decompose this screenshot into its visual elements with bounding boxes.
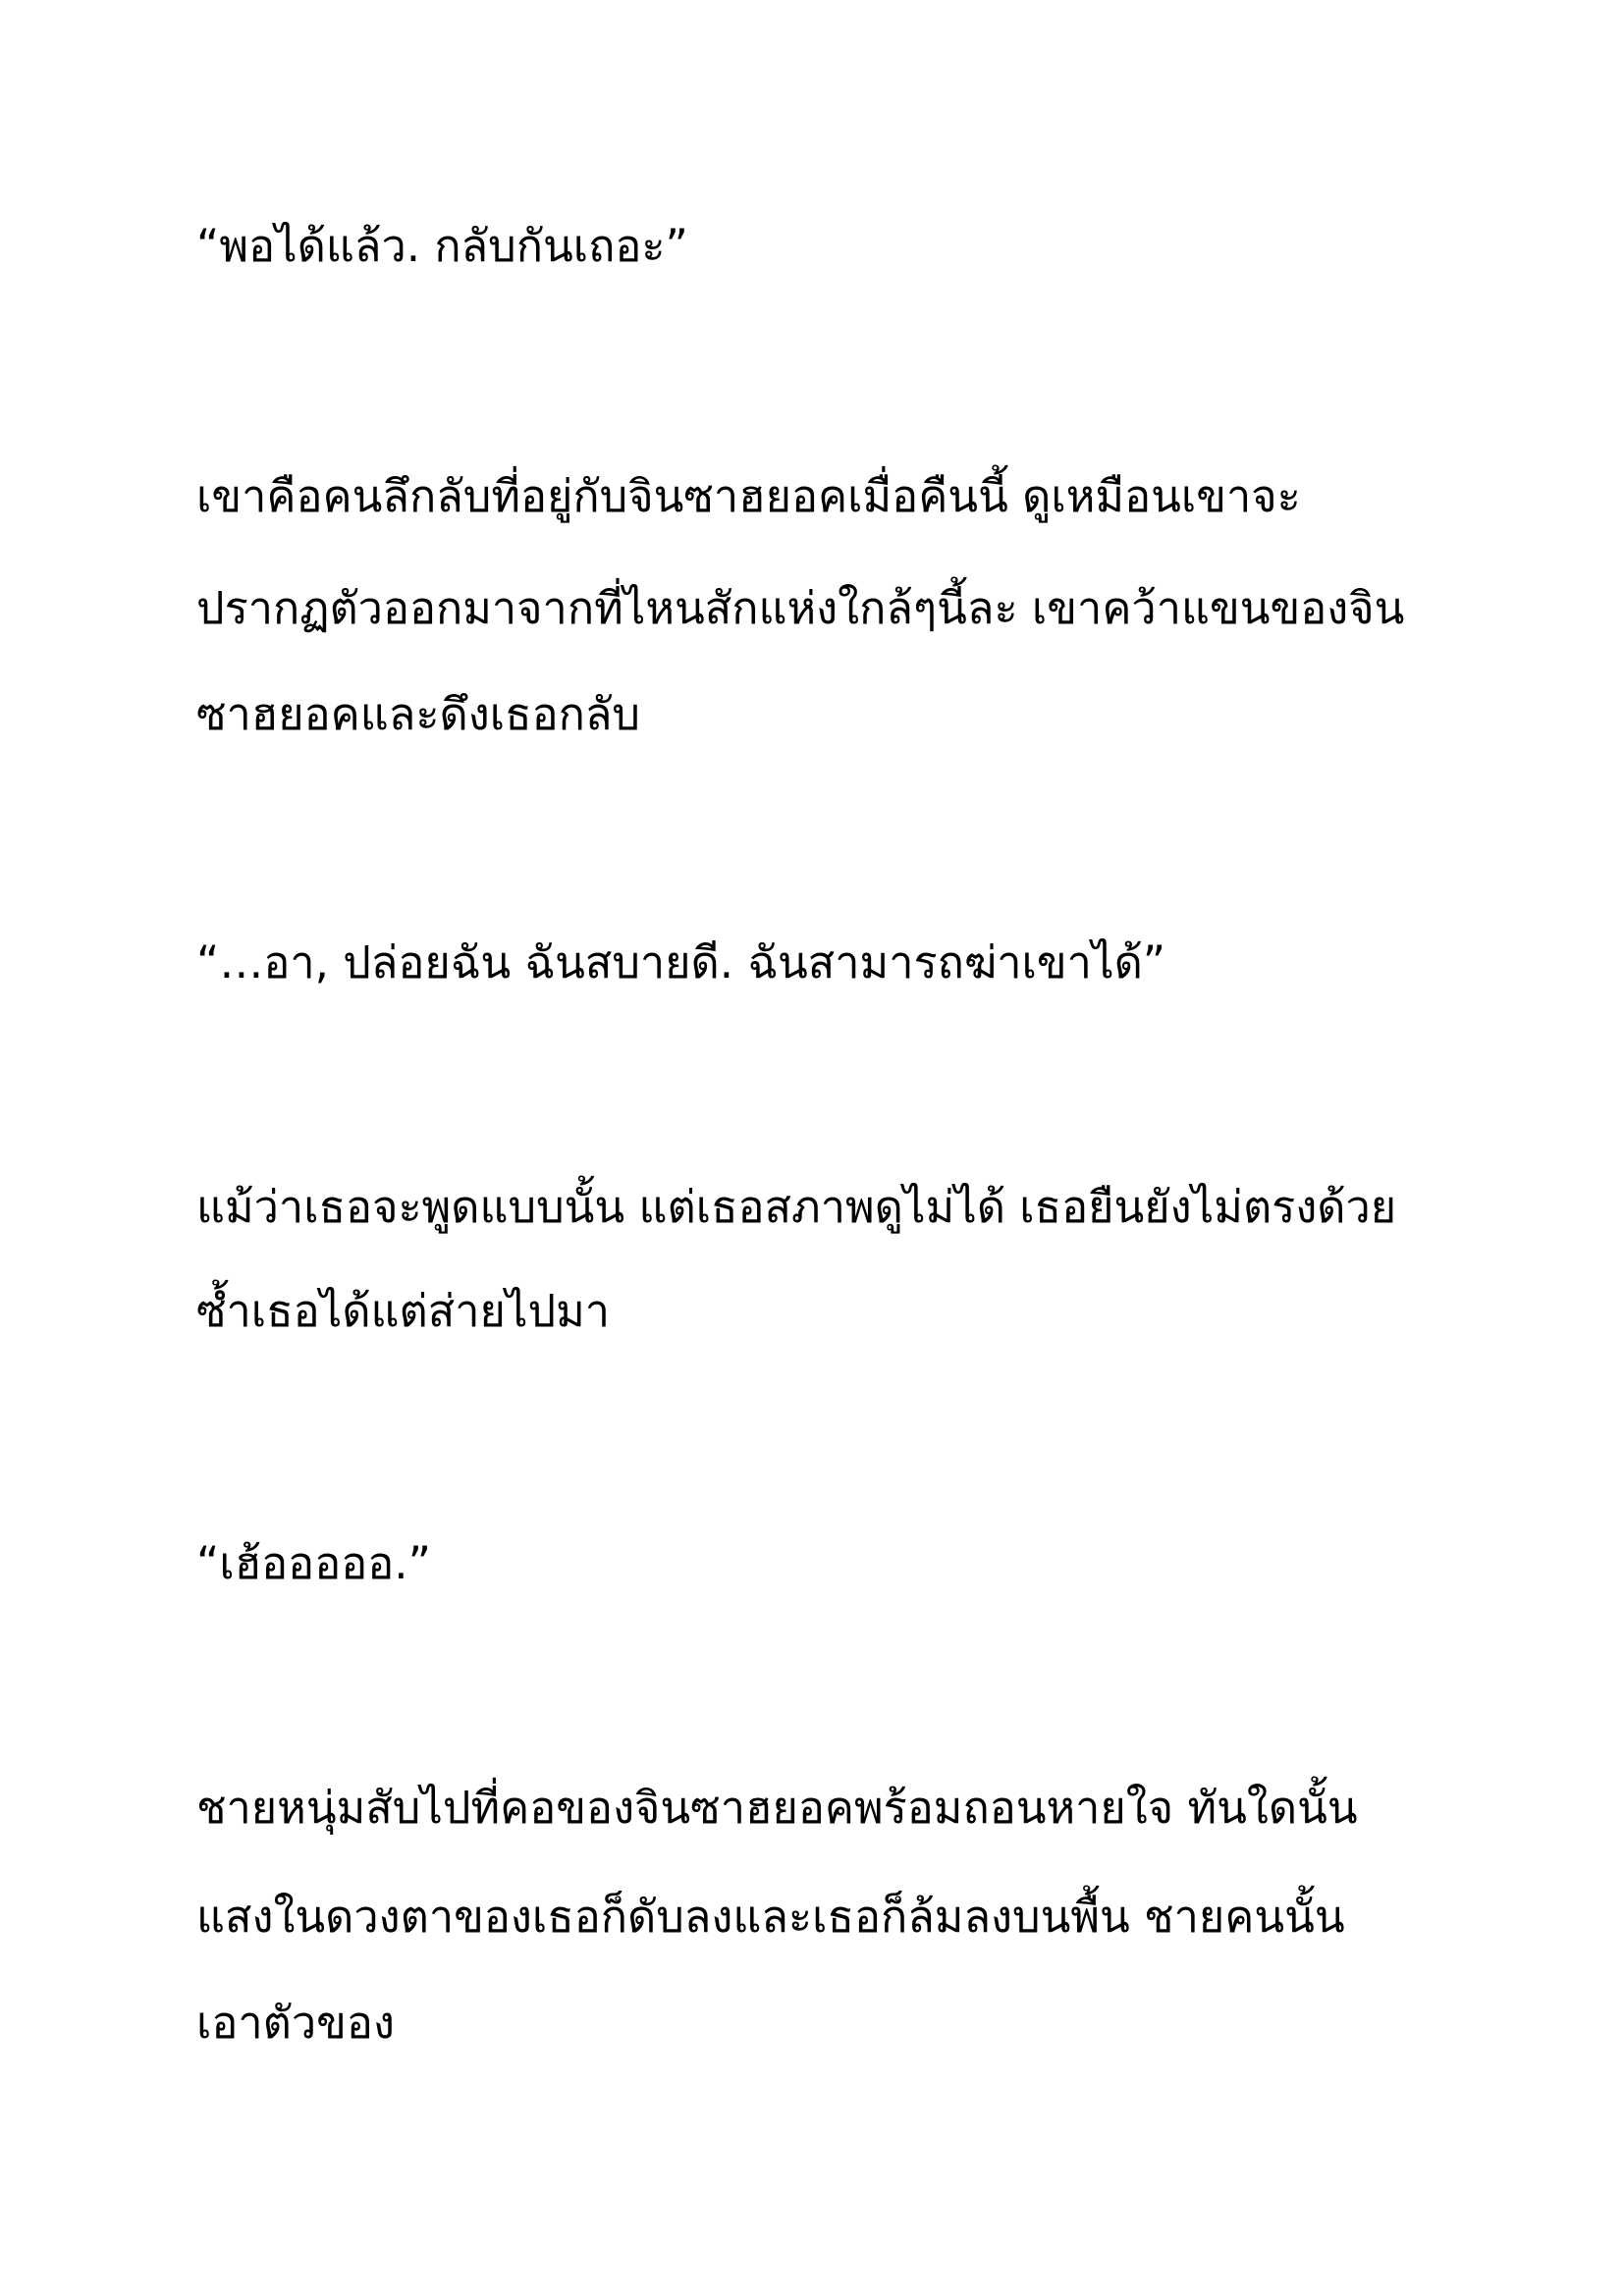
paragraph-2-line-2: ปรากฏตัวออกมาจากที่ไหนสักแห่งใกล้ๆนี้ละ เขาคว้าแขนของจิน [196,582,1405,634]
paragraph-6-line-1: ชายหนุ่มสับไปที่คอของจินซาฮยอคพร้อมถอนหายใจ ทันใดนั้น [196,1782,1358,1834]
paragraph-5-line-1: “เฮ้อออออ.” [196,1537,431,1589]
paragraph-4-line-1: แม้ว่าเธอจะพูดแบบนั้น แต่เธอสภาพดูไม่ได้ เธอยืนยังไม่ตรงด้วย [196,1181,1397,1233]
paragraph-6-line-3: เอาตัวของ [196,1997,395,2049]
paragraph-2-line-1: เขาคือคนลึกลับที่อยู่กับจินซาฮยอคเมื่อคืนนี้ ดูเหมือนเขาจะ [196,470,1301,522]
paragraph-4-line-2: ซ้ำเธอได้แต่ส่ายไปมา [196,1285,610,1337]
paragraph-2-line-3: ซาฮยอคและดึงเธอกลับ [196,688,640,740]
paragraph-1-line-1: “พอได้แล้ว. กลับกันเถอะ” [196,220,688,272]
paragraph-6-line-2: แสงในดวงตาของเธอก็ดับลงและเธอก็ล้มลงบนพื้น ชายคนนั้น [196,1891,1345,1943]
paragraph-3-line-1: “…อา, ปล่อยฉัน ฉันสบายดี. ฉันสามารถฆ่าเขาได้” [196,936,1166,988]
